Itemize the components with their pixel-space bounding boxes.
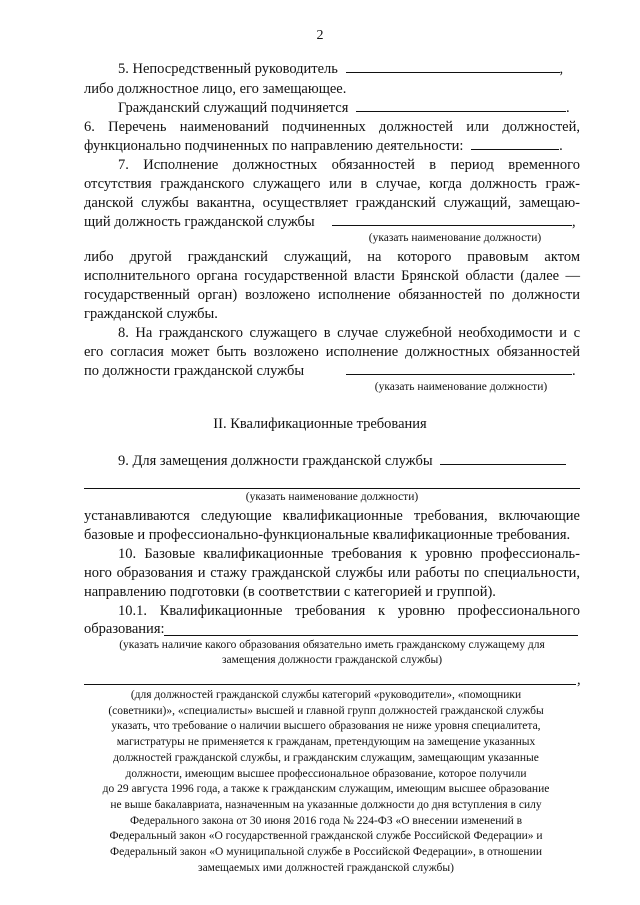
p7-line5: либо другой гражданский служащий, на которого правовым актом bbox=[84, 249, 580, 265]
p9-blank-line[interactable] bbox=[84, 488, 580, 489]
p7-line2: отсутствия гражданского служащего или в случае, когда должность граж- bbox=[84, 176, 580, 192]
p10-1-comma: , bbox=[577, 672, 581, 688]
p7-line4: щий должность гражданской службы bbox=[84, 214, 315, 230]
p9-line1: 9. Для замещения должности гражданской службы bbox=[118, 452, 566, 470]
p5-line1: 5. Непосредственный руководитель , bbox=[118, 61, 564, 77]
p10-1-blank-education[interactable] bbox=[164, 635, 578, 636]
p5-line2: либо должностное лицо, его замещающее. bbox=[84, 81, 347, 97]
p7-blank-position[interactable] bbox=[332, 213, 572, 226]
p6-line1: 6. Перечень наименований подчиненных должностей или должностей, bbox=[84, 119, 580, 135]
p8-blank-wrap: . bbox=[346, 362, 576, 380]
p10-1-line2: образования: bbox=[84, 621, 165, 637]
section-heading: II. Квалификационные требования bbox=[213, 416, 427, 432]
p10-1-line1: 10.1. Квалификационные требования к уровню профессионального bbox=[118, 603, 580, 619]
p10-1-blank-line[interactable] bbox=[84, 684, 576, 685]
p7-line6: исполнительного органа государственной власти Брянской области (далее — bbox=[84, 268, 580, 284]
p7-line8: гражданской службы. bbox=[84, 306, 218, 322]
p9-line3: базовые и профессионально-функциональные квалификационные требования. bbox=[84, 527, 571, 543]
p7-hint: (указать наименование должности) bbox=[368, 232, 542, 244]
footnote-line: не выше бакалавриата, назначенным на указанные должности до дня вступления в силу bbox=[110, 798, 542, 811]
footnote-line: замещаемых ими должностей гражданской службы) bbox=[198, 861, 454, 874]
footnote-line: Федеральный закон «О государственной гражданской службе Российской Федерации» и bbox=[109, 830, 543, 843]
footnote-line: указать, что требование о наличии высшего образования не ниже уровня специалитета, bbox=[111, 720, 541, 733]
p10-line2: ного образования и стажу гражданской службы или работы по специальности, bbox=[84, 565, 580, 581]
p10-1-hint1: (указать наличие какого образования обязательно иметь гражданскому служащему для bbox=[119, 639, 545, 651]
footnote-line: магистратуры не применяется к гражданам, претендующим на замещение указанных bbox=[116, 736, 536, 749]
p6-blank[interactable] bbox=[471, 137, 559, 150]
p6-line2: функционально подчиненных по направлению деятельности: . bbox=[84, 138, 563, 154]
p9-blank-position-start[interactable] bbox=[440, 452, 566, 465]
p7-line1: 7. Исполнение должностных обязанностей в период временного bbox=[118, 157, 580, 173]
footnote-line: должности, имеющим высшее профессиональное образование, которое получили bbox=[125, 767, 527, 780]
p5-blank-subordinate[interactable] bbox=[356, 99, 566, 112]
p10-line1: 10. Базовые квалификационные требования к уровню профессиональ- bbox=[118, 546, 580, 562]
p8-line1: 8. На гражданского служащего в случае служебной необходимости и с bbox=[118, 325, 580, 341]
footnote-line: (советники)», «специалисты» высшей и главной групп должностей гражданской службы bbox=[108, 704, 544, 717]
p8-line3: по должности гражданской службы bbox=[84, 363, 305, 379]
footnote-line: должностей гражданской службы, и гражданским служащим, замещающим указанные bbox=[113, 751, 539, 764]
p5-line3: Гражданский служащий подчиняется . bbox=[118, 100, 570, 116]
p8-blank-position[interactable] bbox=[346, 362, 572, 375]
footnote-line: Федеральный закон «О муниципальной службе в Российской Федерации», в отношении bbox=[110, 846, 542, 858]
p7-line7: государственный орган) возложено исполнение обязанностей по должности bbox=[84, 287, 580, 303]
p9-hint: (указать наименование должности) bbox=[245, 491, 419, 503]
p8-hint: (указать наименование должности) bbox=[374, 381, 548, 393]
footnote-line: (для должностей гражданской службы категорий «руководители», «помощники bbox=[130, 689, 522, 701]
p9-line2: устанавливаются следующие квалификационные требования, включающие bbox=[84, 508, 580, 524]
p10-1-hint2: замещения должности гражданской службы) bbox=[221, 654, 443, 666]
footnote-line: Федерального закона от 30 июня 2016 года № 224-ФЗ «О внесении изменений в bbox=[129, 814, 523, 827]
p10-line3: направлению подготовки (в соответствии с категорией и группой). bbox=[84, 584, 496, 600]
p8-line2: его согласия может быть возложено исполнение должностных обязанностей bbox=[84, 344, 580, 360]
p5-blank-supervisor[interactable] bbox=[346, 60, 560, 73]
page-number: 2 bbox=[316, 28, 324, 43]
p7-blank-wrap: , bbox=[332, 213, 576, 231]
p7-line3: данской службы вакантна, осуществляет гражданский служащий, замещаю- bbox=[84, 195, 580, 211]
footnote-line: до 29 августа 1996 года, а также к гражданским служащим, имеющим высшее образование bbox=[102, 783, 550, 796]
